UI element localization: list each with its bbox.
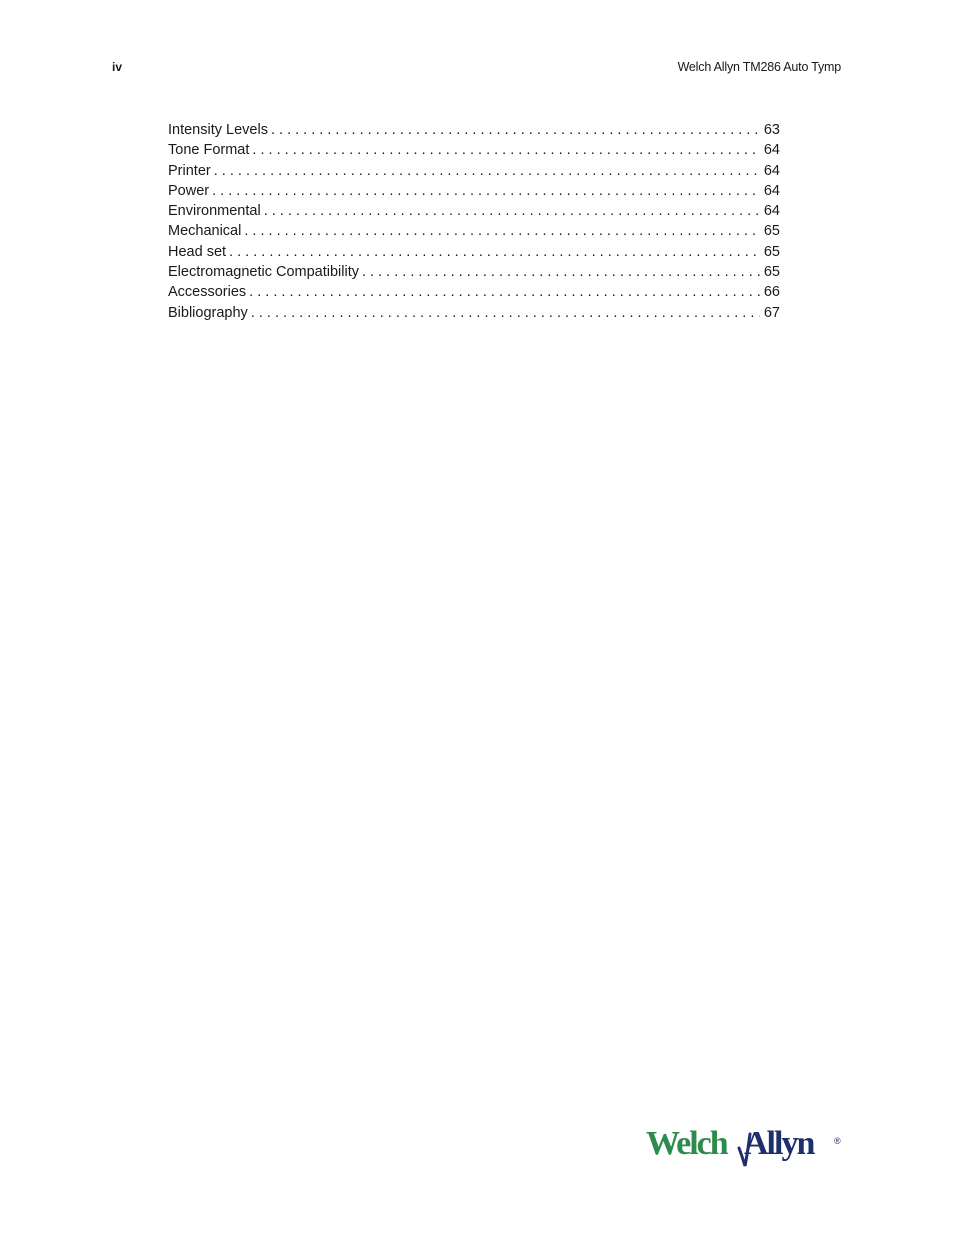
toc-dot-leader bbox=[252, 140, 759, 160]
toc-entry[interactable] bbox=[168, 242, 780, 262]
toc-entry[interactable] bbox=[168, 262, 780, 282]
toc-entry-page: 63 bbox=[763, 122, 780, 138]
toc-entry-page: 64 bbox=[763, 162, 780, 179]
toc-entry-label: Accessories bbox=[168, 284, 247, 301]
toc-dot-leader bbox=[214, 161, 760, 181]
toc-dot-leader bbox=[271, 120, 760, 140]
toc-entry-label: Bibliography bbox=[168, 304, 248, 321]
toc-entry-label: Environmental bbox=[168, 203, 261, 220]
toc-entry[interactable] bbox=[168, 140, 780, 160]
registered-mark: ® bbox=[834, 1136, 841, 1146]
toc-entry[interactable] bbox=[168, 181, 780, 201]
toc-entry[interactable] bbox=[168, 120, 780, 140]
toc-entry-label: Head set bbox=[168, 243, 227, 260]
welch-allyn-logo bbox=[646, 1120, 846, 1170]
toc-entry[interactable] bbox=[168, 303, 780, 323]
page-number: iv bbox=[112, 60, 123, 74]
toc-entry-label: Mechanical bbox=[168, 223, 242, 240]
toc-entry-page: 65 bbox=[763, 223, 780, 240]
toc-entry-label: Printer bbox=[168, 162, 211, 179]
toc-entry-page: 64 bbox=[763, 142, 780, 159]
toc-entry[interactable] bbox=[168, 201, 780, 221]
logo-allyn-text: Allyn bbox=[744, 1125, 814, 1162]
toc-entry-page: 65 bbox=[763, 243, 780, 260]
toc-entry-label: Intensity Levels bbox=[168, 122, 268, 138]
toc-entry-page: 67 bbox=[763, 304, 780, 321]
toc-entry-page: 66 bbox=[763, 284, 780, 301]
table-of-contents bbox=[168, 120, 780, 323]
running-header: Welch Allyn TM286 Auto Tymp bbox=[677, 60, 841, 74]
toc-dot-leader bbox=[244, 221, 760, 241]
toc-entry[interactable] bbox=[168, 161, 780, 181]
toc-entry[interactable] bbox=[168, 282, 780, 302]
toc-dot-leader bbox=[251, 303, 760, 323]
toc-dot-leader bbox=[264, 201, 760, 221]
toc-entry-page: 64 bbox=[763, 203, 780, 220]
toc-entry-label: Electromagnetic Compatibility bbox=[168, 264, 359, 281]
toc-dot-leader bbox=[212, 181, 760, 201]
toc-dot-leader bbox=[362, 262, 760, 282]
logo-welch-text: Welch bbox=[646, 1125, 727, 1162]
toc-entry[interactable] bbox=[168, 221, 780, 241]
toc-entry-label: Tone Format bbox=[168, 142, 250, 159]
toc-dot-leader bbox=[229, 242, 760, 262]
toc-entry-page: 65 bbox=[763, 264, 780, 281]
toc-entry-page: 64 bbox=[763, 182, 780, 199]
toc-dot-leader bbox=[249, 282, 760, 302]
toc-entry-label: Power bbox=[168, 182, 210, 199]
